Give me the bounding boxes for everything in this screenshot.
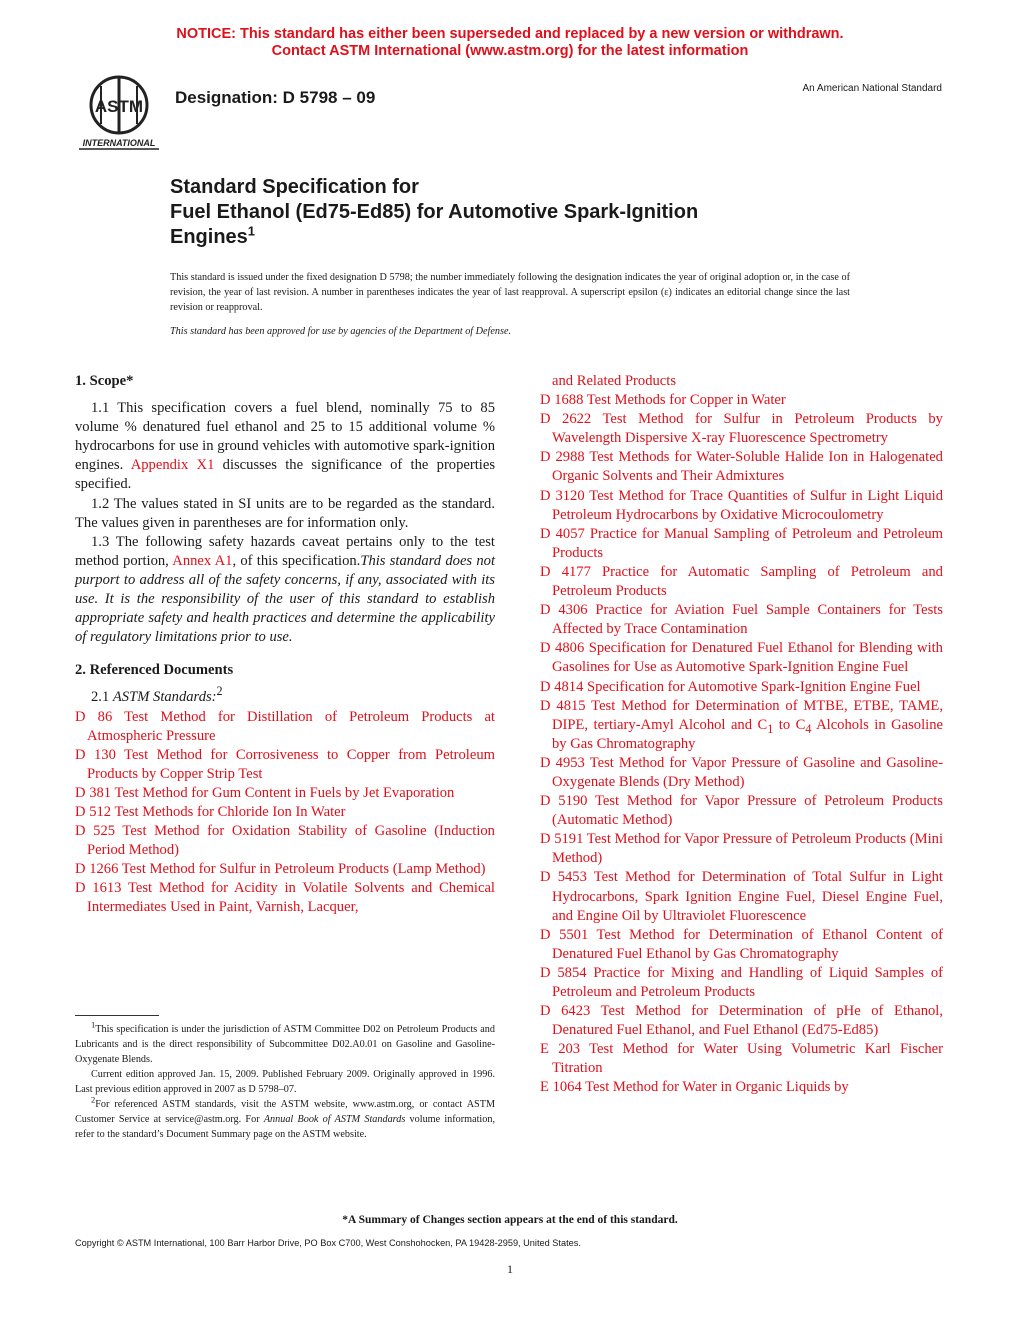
reference-code: D 1688 <box>540 392 584 409</box>
reference-code: D 3120 <box>540 487 585 504</box>
reference-item[interactable] <box>540 391 943 410</box>
reference-item[interactable] <box>75 784 495 803</box>
footnote-2: $^2$For referenced ASTM standards, visit the ASTM website, www.astm.org, or contact ASTM Customer Service at service@astm.org. For Annual Book of ASTM Standards volume information, refer to the standard’s Document Summary page on the ASTM website. <box>75 1094 495 1140</box>
reference-code: D 5854 <box>540 964 587 981</box>
reference-title: Practice for Aviation Fuel Sample Containers for Tests Affected by Trace Contamination <box>552 602 943 638</box>
reference-code: D 6423 <box>540 1003 591 1020</box>
scope-paragraph-3: 1.3 The following safety hazards caveat pertains only to the test method portion, Annex A1, of this specification.This standard does not purport to address all of the safety concerns, if any, associated with its use. It is the responsibility of the user of this standard to establish appropriate safety and health practices and determine the applicability of regulatory limitations prior to use. <box>75 533 495 646</box>
reference-title: Test Method for Vapor Pressure of Petroleum Products (Automatic Method) <box>552 793 943 829</box>
reference-code: D 5501 <box>540 926 589 943</box>
reference-title: Specification for Denatured Fuel Ethanol for Blending with Gasolines for Use as Automotive Spark-Ignition Engine Fuel <box>552 640 943 676</box>
left-reference-list <box>75 708 495 918</box>
reference-item[interactable] <box>75 879 495 917</box>
reference-item[interactable] <box>540 487 943 525</box>
reference-code: D 130 <box>75 746 116 763</box>
reference-title: Test Method for Determination of pHe of Ethanol, Denatured Fuel Ethanol, and Fuel Ethanol (Ed75-Ed85) <box>552 1003 943 1039</box>
scope-paragraph-2: 1.2 The values stated in SI units are to be regarded as the standard. The values given in parentheses are for information only. <box>75 495 495 531</box>
reference-title: Test Method for Trace Quantities of Sulfur in Light Liquid Petroleum Hydrocarbons by Oxidative Microcoulometry <box>552 487 943 523</box>
scope-heading: 1. Scope* <box>75 373 134 389</box>
reference-item[interactable] <box>540 639 943 677</box>
reference-item[interactable] <box>75 860 495 879</box>
reference-title: Test Method for Determination of Total Sulfur in Light Hydrocarbons, Spark Ignition Engine Fuel, Diesel Engine Fuel, and Engine Oil by Ultraviolet Fluorescence <box>552 869 943 924</box>
title-line-2: Fuel Ethanol (Ed75-Ed85) for Automotive Spark-Ignition <box>170 201 699 223</box>
footnote-1b: Current edition approved Jan. 15, 2009. Published February 2009. Originally approved in 1996. Last previous edition approved in 2007 as D 5798–07. <box>75 1069 495 1095</box>
right-column <box>540 372 943 1098</box>
reference-item[interactable] <box>75 803 495 822</box>
astm-logo-icon <box>76 72 162 152</box>
reference-title: Test Method for Water in Organic Liquids by <box>581 1079 849 1096</box>
reference-code: D 1613 <box>75 880 122 897</box>
reference-title: Practice for Automatic Sampling of Petroleum and Petroleum Products <box>552 563 943 600</box>
reference-title: Specification for Automotive Spark-Ignition Engine Fuel <box>583 678 921 695</box>
referenced-heading: 2. Referenced Documents <box>75 662 234 679</box>
reference-code: D 2622 <box>540 411 592 428</box>
left-column <box>75 372 495 918</box>
reference-code: D 1266 <box>75 861 119 878</box>
annex-a1-link[interactable]: Annex A1 <box>172 552 233 569</box>
reference-code: D 512 <box>75 803 112 820</box>
footnote-rule <box>75 1015 159 1016</box>
reference-item[interactable] <box>540 601 943 639</box>
svg-text:INTERNATIONAL: INTERNATIONAL <box>82 138 156 148</box>
reference-item[interactable] <box>540 926 943 964</box>
reference-code: D 4953 <box>540 754 585 771</box>
footnotes <box>75 1019 495 1142</box>
reference-item[interactable] <box>540 1078 943 1097</box>
reference-code: E 203 <box>540 1041 581 1058</box>
reference-code: D 4306 <box>540 602 588 619</box>
approved-note: This standard has been approved for use by agencies of the Department of Defense. <box>170 326 512 337</box>
reference-item[interactable] <box>540 563 943 601</box>
reference-item[interactable] <box>540 525 943 563</box>
reference-code: D 4814 <box>540 678 584 695</box>
notice-line-2: Contact ASTM International (www.astm.org) for the latest information <box>271 43 749 59</box>
reference-item[interactable] <box>540 410 943 448</box>
designation: Designation: D 5798 – 09 <box>175 88 376 107</box>
right-reference-list-2 <box>540 754 943 1098</box>
american-national-standard: An American National Standard <box>802 83 942 94</box>
reference-title: Test Method for Acidity in Volatile Solvents and Chemical Intermediates Used in Paint, Varnish, Lacquer, <box>87 880 495 916</box>
scope-paragraph-1: 1.1 This specification covers a fuel blend, nominally 75 to 85 volume % denatured fuel ethanol and 25 to 15 additional volume % hydrocarbons for use in ground vehicles with automotive spark-ignition engines. Appendix X1 discusses the significance of the properties specified. <box>75 400 495 493</box>
astm-standards-subheading: 2.1 ASTM Standards:$^2$ <box>91 684 223 706</box>
reference-item[interactable] <box>540 830 943 868</box>
reference-code: D 525 <box>75 823 116 840</box>
copyright: Copyright © ASTM International, 100 Barr Harbor Drive, PO Box C700, West Conshohocken, PA 19428-2959, United States. <box>75 1238 581 1248</box>
title-line-1: Standard Specification for <box>170 176 419 198</box>
reference-item[interactable] <box>540 1040 943 1078</box>
reference-item[interactable] <box>540 1002 943 1040</box>
astm-logo <box>76 72 162 152</box>
reference-title: Test Methods for Copper in Water <box>583 392 786 409</box>
reference-title: Test Method for Corrosiveness to Copper from Petroleum Products by Copper Strip Test <box>87 746 495 782</box>
reference-title: Test Method for Oxidation Stability of Gasoline (Induction Period Method) <box>87 823 495 859</box>
reference-code: D 86 <box>75 708 113 725</box>
reference-title: Test Method for Gum Content in Fuels by Jet Evaporation <box>111 784 455 801</box>
reference-continuation[interactable]: and Related Products <box>552 373 677 389</box>
summary-of-changes-note: *A Summary of Changes section appears at the end of this standard. <box>342 1214 678 1226</box>
reference-code: D 2988 <box>540 449 585 466</box>
reference-code: D 4177 <box>540 563 591 580</box>
page-number: 1 <box>507 1262 513 1276</box>
reference-code: D 4806 <box>540 640 585 657</box>
reference-title: Test Methods for Water-Soluble Halide Ion in Halogenated Organic Solvents and Their Admixtures <box>552 449 943 485</box>
right-reference-list <box>540 391 943 697</box>
reference-item[interactable] <box>540 678 943 697</box>
issued-note: This standard is issued under the fixed designation D 5798; the number immediately following the designation indicates the year of original adoption or, in the case of revision, the year of last revision. A number in parentheses indicates the year of last reapproval. A superscript epsilon (ε) indicates an editorial change since the last revision or reapproval. <box>170 272 850 313</box>
reference-title: Test Methods for Chloride Ion In Water <box>111 803 346 820</box>
reference-title: Test Method for Vapor Pressure of Petroleum Products (Mini Method) <box>552 831 943 867</box>
reference-code: D 381 <box>75 784 112 801</box>
reference-title: Test Method for Sulfur in Petroleum Products by Wavelength Dispersive X-ray Fluorescence Spectrometry <box>552 411 943 447</box>
reference-title: Test Method for Vapor Pressure of Gasoline and Gasoline-Oxygenate Blends (Dry Method) <box>552 754 943 790</box>
reference-code: D 5190 <box>540 793 588 810</box>
notice-line-1: NOTICE: This standard has either been superseded and replaced by a new version or withdrawn. <box>176 26 844 42</box>
reference-item[interactable] <box>75 822 495 860</box>
reference-item[interactable] <box>540 868 943 925</box>
title-line-3: Engines$^1$ <box>170 223 256 248</box>
reference-code: D 4057 <box>540 525 585 542</box>
reference-code: D 5453 <box>540 869 587 886</box>
reference-item[interactable] <box>75 746 495 784</box>
reference-title: Test Method for Determination of Ethanol Content of Denatured Fuel Ethanol by Gas Chromatography <box>552 926 943 962</box>
reference-title: Practice for Mixing and Handling of Liquid Samples of Petroleum and Petroleum Products <box>552 964 943 1000</box>
reference-item[interactable] <box>540 964 943 1002</box>
title-footnote-mark: 1 <box>247 223 256 239</box>
appendix-x1-link[interactable]: Appendix X1 <box>130 457 215 474</box>
footnote-1: $^1$This specification is under the jurisdiction of ASTM Committee D02 on Petroleum Products and Lubricants and is the direct responsibility of Subcommittee D02.A0.01 on Gasoline and Gasoline-Oxygenate Blends. <box>75 1019 495 1065</box>
reference-item[interactable] <box>540 448 943 486</box>
reference-code: E 1064 <box>540 1079 582 1096</box>
document-title <box>170 175 698 250</box>
reference-item[interactable] <box>75 708 495 746</box>
reference-item[interactable] <box>540 792 943 830</box>
svg-text:ASTM: ASTM <box>94 97 144 116</box>
reference-item[interactable] <box>540 754 943 792</box>
reference-item-d4815[interactable]: D 4815 Test Method for Determination of MTBE, ETBE, TAME, DIPE, tertiary-Amyl Alcohol and $C_1$ to $C_4$ Alcohols in Gasoline by Gas Chromatography <box>540 697 943 752</box>
reference-title: Test Method for Sulfur in Petroleum Products (Lamp Method) <box>118 861 486 878</box>
reference-title: Test Method for Distillation of Petroleum Products at Atmospheric Pressure <box>87 708 495 744</box>
reference-code: D 5191 <box>540 831 584 848</box>
notice-banner <box>0 26 1020 60</box>
reference-title: Test Method for Water Using Volumetric Karl Fischer Titration <box>552 1041 943 1077</box>
reference-title: Practice for Manual Sampling of Petroleum and Petroleum Products <box>552 525 943 561</box>
